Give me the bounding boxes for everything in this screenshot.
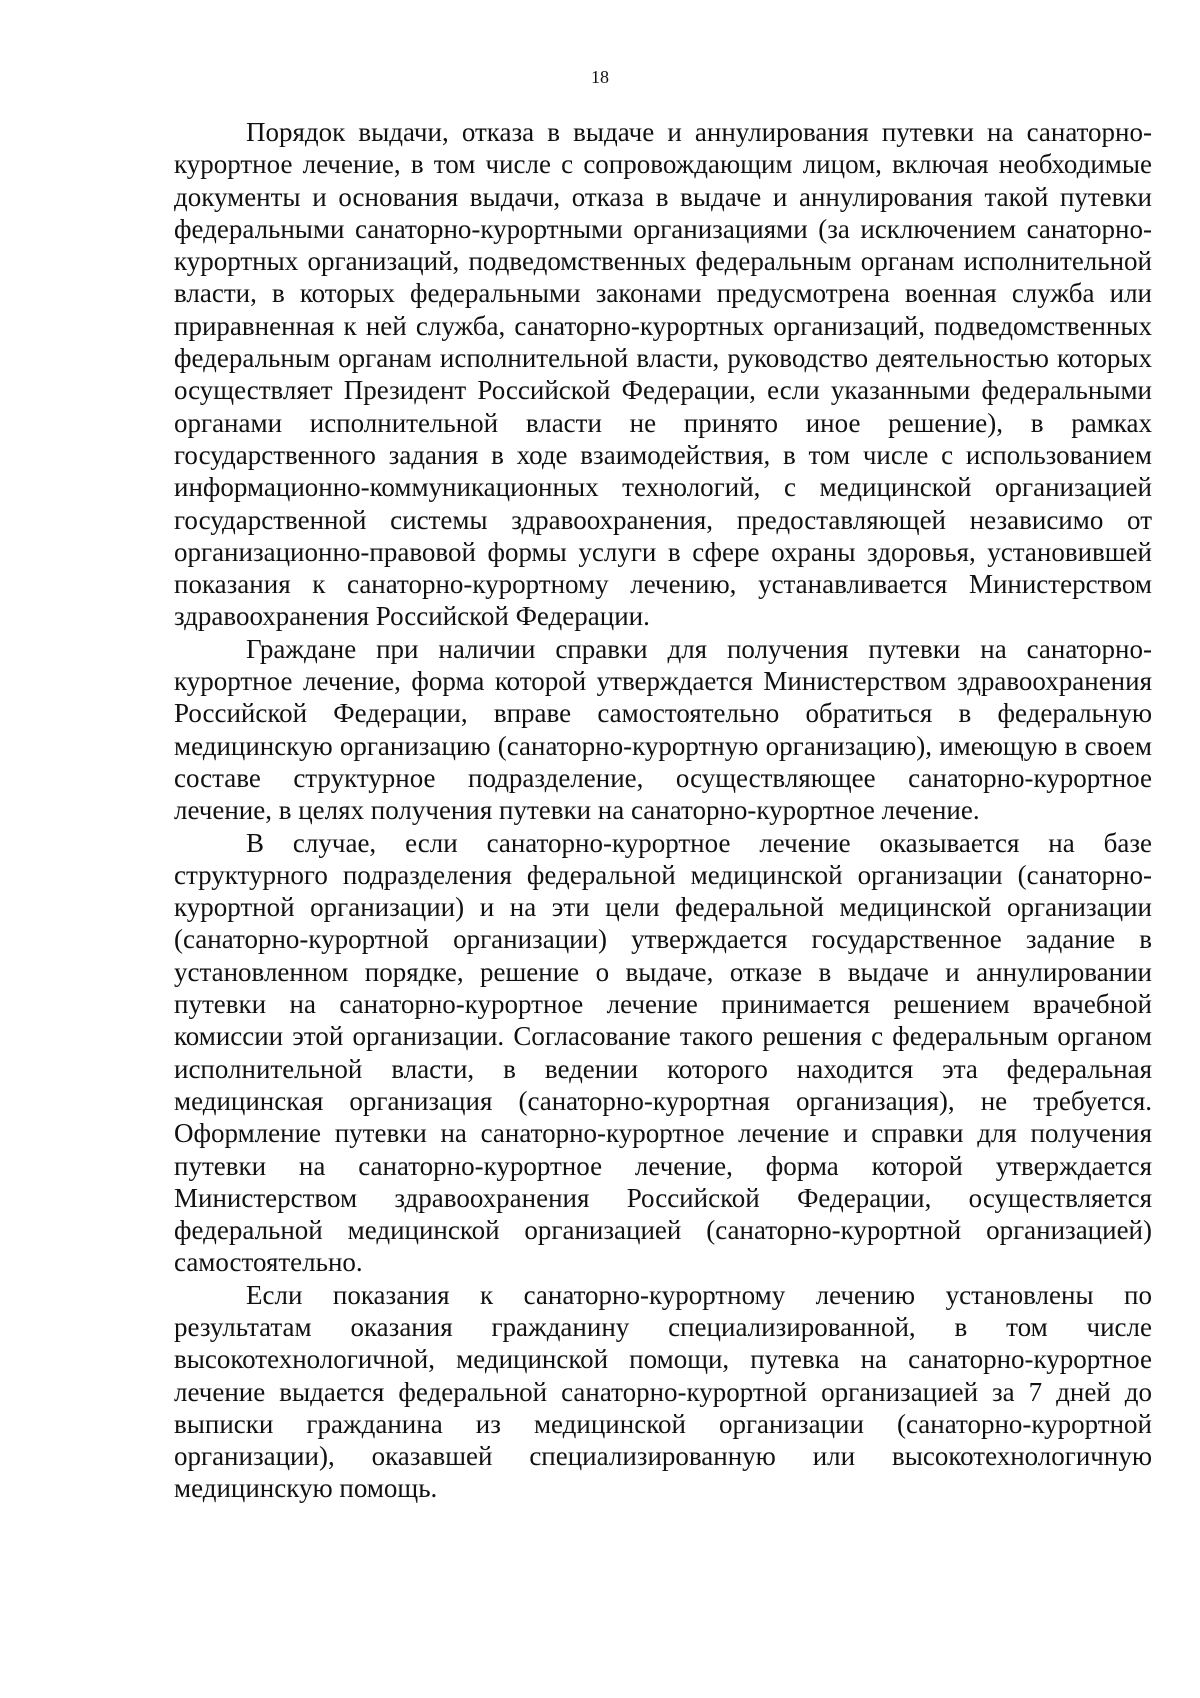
- paragraph-specialized-care: Если показания к санаторно-курортному лечению установлены по результатам оказания гражданину специализированной, в том числе высокотехнологичной, медицинской помощи, путевка на санаторно-курортное лечение выдается федеральной санаторно-курортной организацией за 7 дней до выписки гражданина из медицинской организации (санаторно-курортной организации), оказавшей специализированную или высокотехнологичную медицинскую помощь.: [174, 1279, 1152, 1504]
- document-body: [174, 116, 1152, 1505]
- paragraph-citizens-certificate: Граждане при наличии справки для получения путевки на санаторно-курортное лечение, форма которой утверждается Министерством здравоохранения Российской Федерации, вправе самостоятельно обратиться в федеральную медицинскую организацию (санаторно-курортную организацию), имеющую в своем составе структурное подразделение, осуществляющее санаторно-курортное лечение, в целях получения путевки на санаторно-курортное лечение.: [174, 633, 1152, 826]
- page-number: 18: [591, 67, 609, 87]
- paragraph-voucher-procedure: Порядок выдачи, отказа в выдаче и аннулирования путевки на санаторно-курортное лечение, в том числе с сопровождающим лицом, включая необходимые документы и основания выдачи, отказа в выдаче и аннулирования такой путевки федеральными санаторно-курортными организациями (за исключением санаторно-курортных организаций, подведомственных федеральным органам исполнительной власти, в которых федеральными законами предусмотрена военная служба или приравненная к ней служба, санаторно-курортных организаций, подведомственных федеральным органам исполнительной власти, руководство деятельностью которых осуществляет Президент Российской Федерации, если указанными федеральными органами исполнительной власти не принято иное решение), в рамках государственного задания в ходе взаимодействия, в том числе с использованием информационно-коммуникационных технологий, с медицинской организацией государственной системы здравоохранения, предоставляющей независимо от организационно-правовой формы услуги в сфере охраны здоровья, установившей показания к санаторно-курортному лечению, устанавливается Министерством здравоохранения Российской Федерации.: [174, 117, 1152, 632]
- paragraph-structural-unit-case: В случае, если санаторно-курортное лечение оказывается на базе структурного подразделения федеральной медицинской организации (санаторно-курортной организации) и на эти цели федеральной медицинской организации (санаторно-курортной организации) утверждается государственное задание в установленном порядке, решение о выдаче, отказе в выдаче и аннулировании путевки на санаторно-курортное лечение принимается решением врачебной комиссии этой организации. Согласование такого решения с федеральным органом исполнительной власти, в ведении которого находится эта федеральная медицинская организация (санаторно-курортная организация), не требуется. Оформление путевки на санаторно-курортное лечение и справки для получения путевки на санаторно-курортное лечение, форма которой утверждается Министерством здравоохранения Российской Федерации, осуществляется федеральной медицинской организацией (санаторно-курортной организацией) самостоятельно.: [174, 827, 1152, 1278]
